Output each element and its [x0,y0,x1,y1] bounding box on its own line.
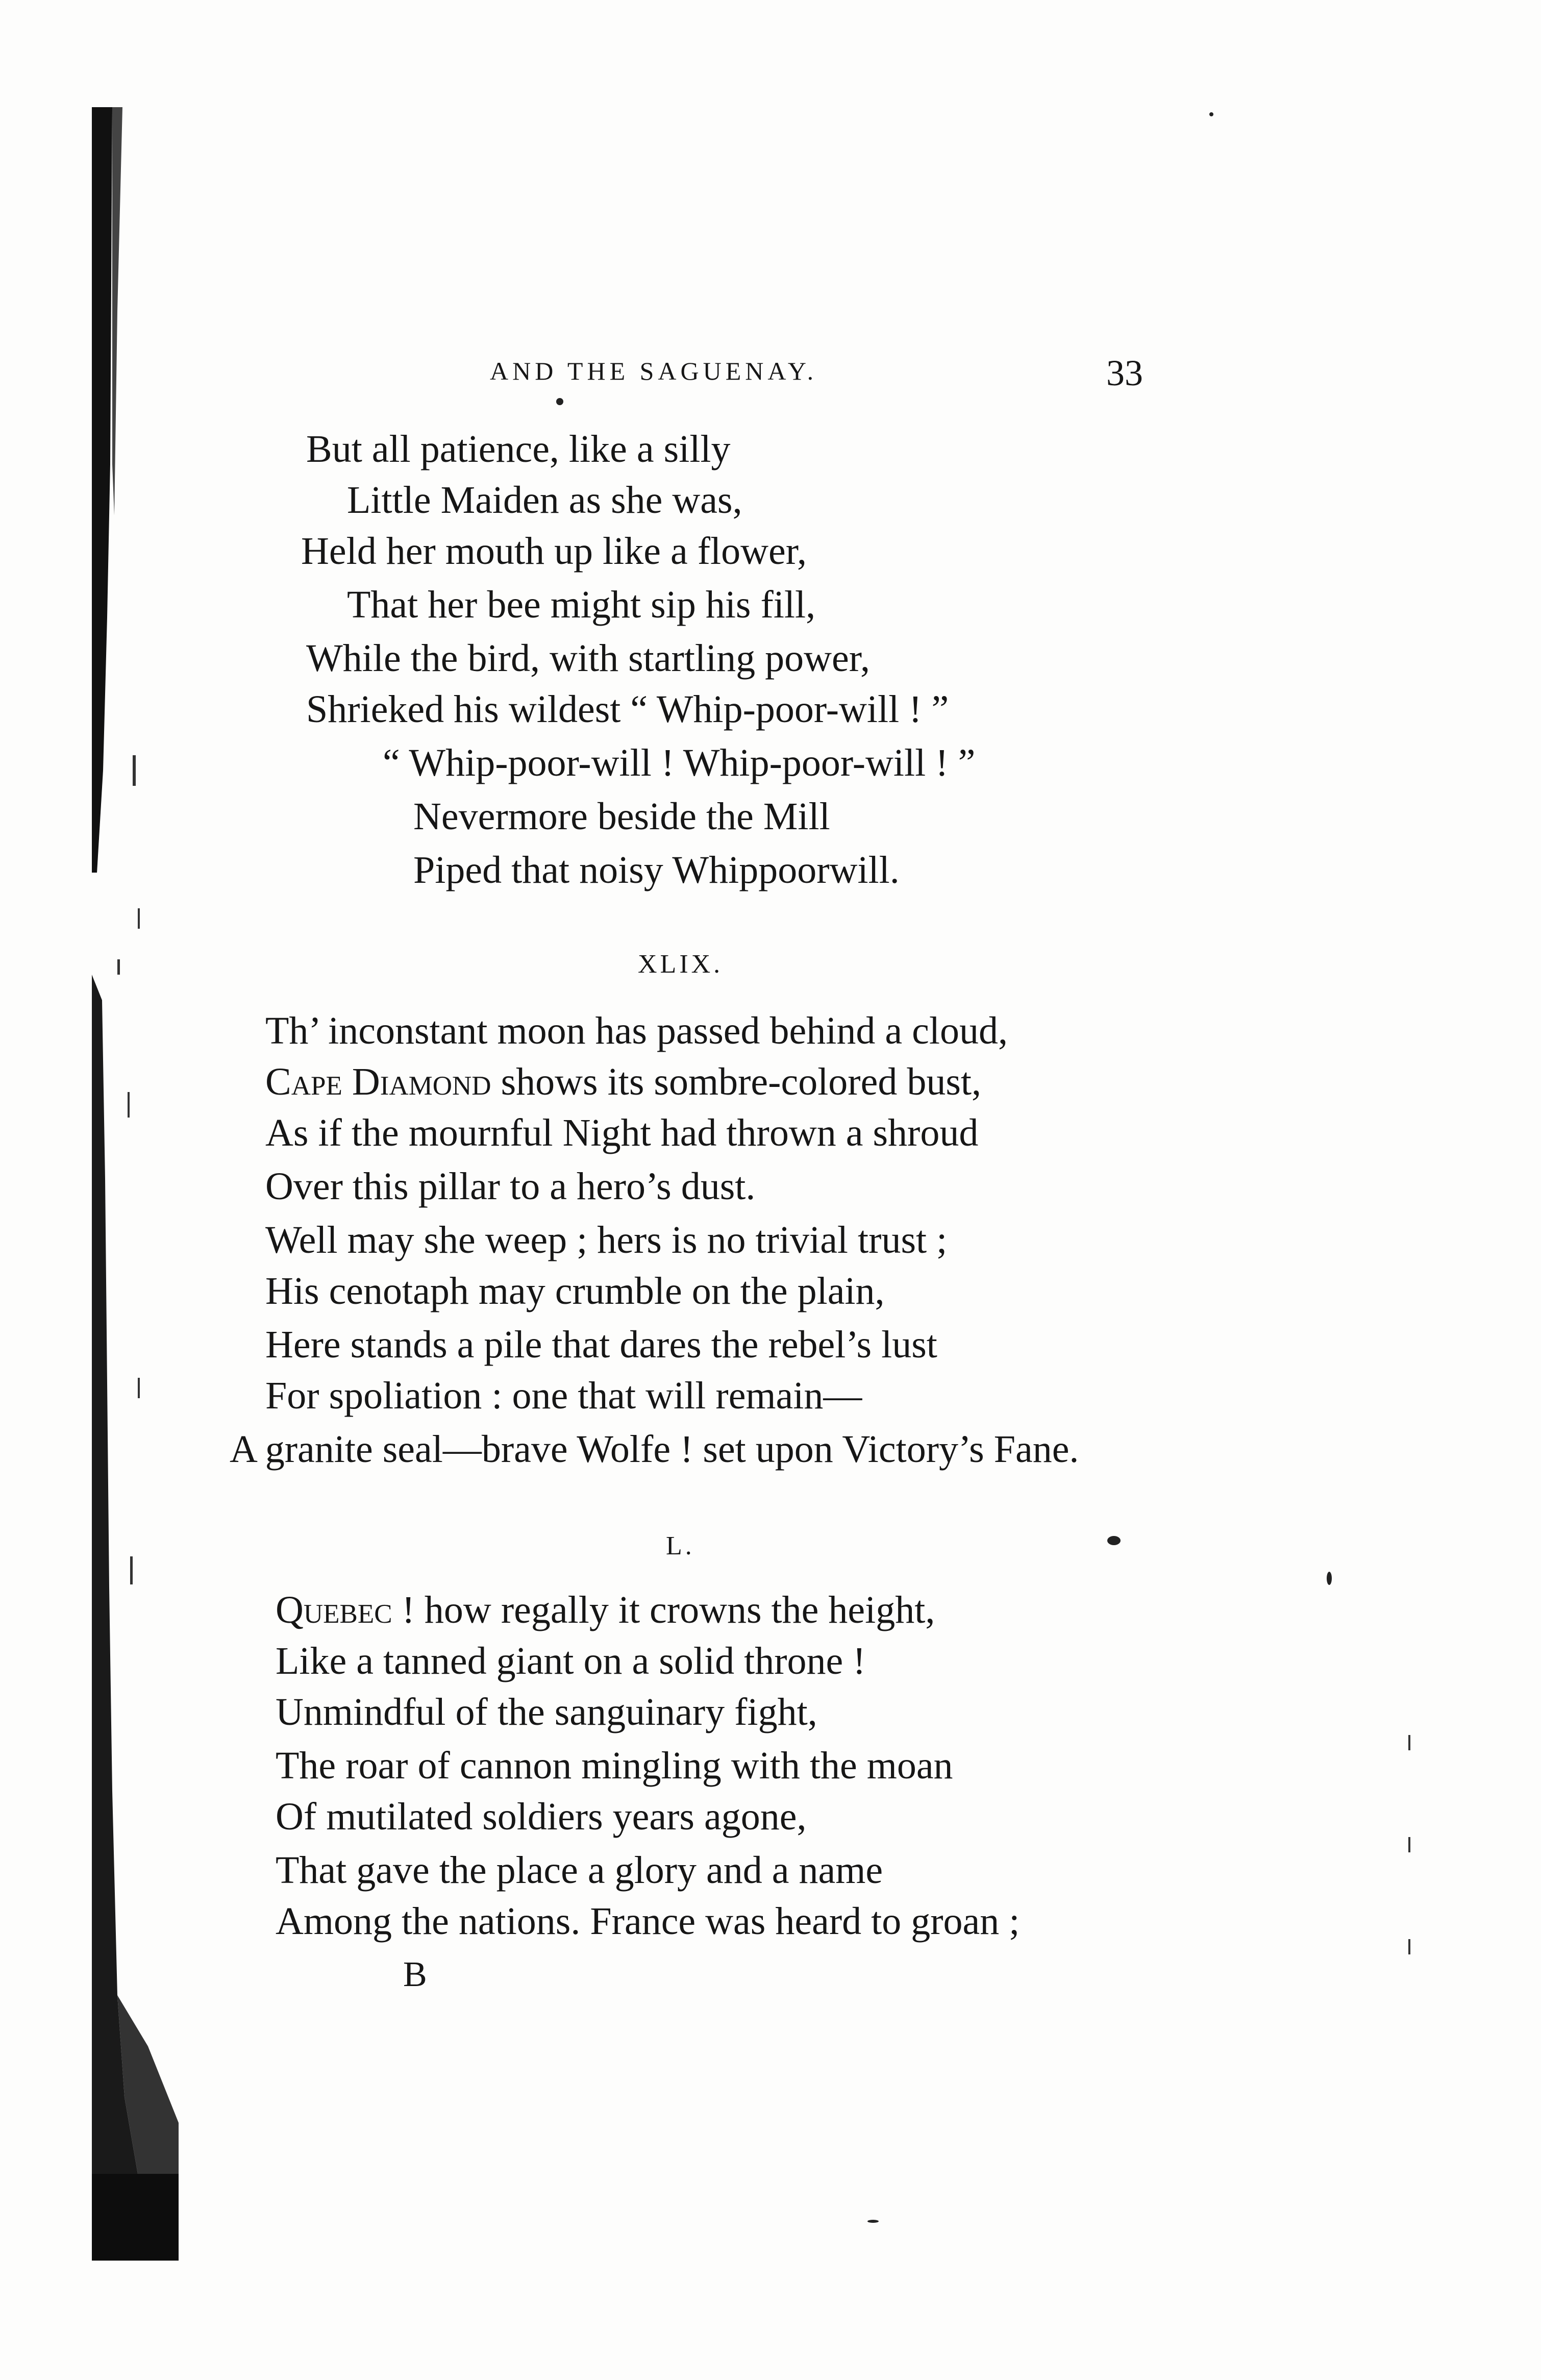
poem-line: But all patience, like a silly [306,428,731,470]
poem-line: Like a tanned giant on a solid throne ! [276,1640,866,1682]
gutter-mark [130,1556,133,1584]
poem-line: As if the mournful Night had thrown a shroud [265,1111,979,1154]
ink-speck [867,2220,879,2223]
ink-speck [1107,1536,1121,1545]
poem-line: For spoliation : one that will remain— [265,1374,862,1417]
poem-line: That gave the place a glory and a name [276,1849,883,1892]
poem-line: Piped that noisy Whippoorwill. [413,849,900,891]
poem-line: While the bird, with startling power, [306,637,871,680]
page-number: 33 [1106,353,1143,393]
poem-line: That her bee might sip his fill, [347,583,816,626]
poem-line: His cenotaph may crumble on the plain, [265,1270,885,1312]
section-numeral: XLIX. [638,950,724,979]
section-numeral: L. [666,1531,695,1560]
gutter-mark [1408,1939,1410,1954]
gutter-mark [1408,1735,1410,1750]
gutter-mark [138,908,140,929]
ink-speck [556,398,563,405]
poem-line: Among the nations. France was heard to groan ; [276,1900,1020,1943]
gutter-mark [138,1378,140,1398]
poem-line: Of mutilated soldiers years agone, [276,1795,807,1838]
gutter-mark [1408,1837,1410,1852]
poem-line: A granite seal—brave Wolfe ! set upon Victory’s Fane. [230,1428,1079,1471]
place-name: Cape Diamond [265,1060,491,1103]
ink-speck [1327,1572,1332,1585]
line-text: shows its sombre-colored bust, [491,1060,982,1103]
gutter-mark [133,755,136,786]
ink-speck [1209,112,1213,116]
poem-line: Held her mouth up like a flower, [301,530,807,573]
binding-shadow [92,107,179,2261]
place-name: Quebec [276,1589,392,1631]
poem-line: Unmindful of the sanguinary fight, [276,1691,817,1733]
poem-line: Th’ inconstant moon has passed behind a cloud, [265,1009,1008,1052]
page-header [490,352,1143,398]
poem-line: Little Maiden as she was, [347,479,742,522]
gutter-mark [128,1092,130,1118]
poem-line: Shrieked his wildest “ Whip-poor-will ! ” [306,688,949,731]
line-text: ! how regally it crowns the height, [392,1589,935,1631]
poem-line [276,1587,935,1633]
poem-line: Well may she weep ; hers is no trivial trust ; [265,1219,948,1261]
poem-line: Over this pillar to a hero’s dust. [265,1165,756,1208]
poem-line: Here stands a pile that dares the rebel’s lust [265,1323,937,1366]
poem-line: The roar of cannon mingling with the moan [276,1744,953,1787]
poem-line: “ Whip-poor-will ! Whip-poor-will ! ” [383,741,976,784]
printer-signature-mark: B [403,1955,427,1994]
poem-line [265,1059,981,1105]
running-head: AND THE SAGUENAY. [490,357,818,385]
poem-line: Nevermore beside the Mill [413,795,830,838]
gutter-mark [117,959,120,975]
